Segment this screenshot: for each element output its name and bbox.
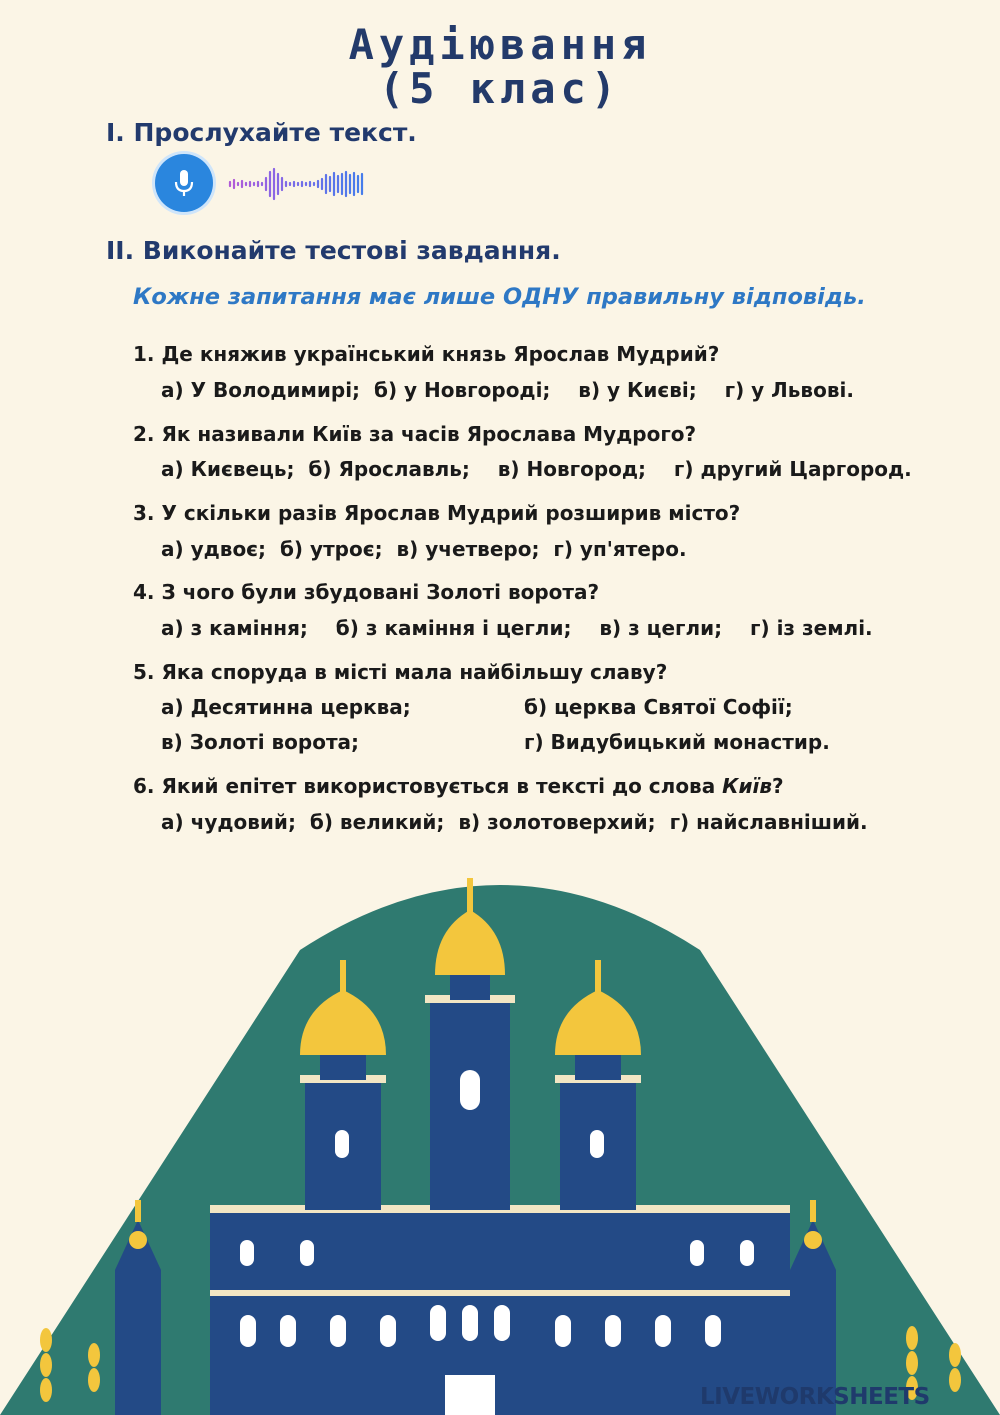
page-title: Аудіювання [348,20,652,69]
answer-5a[interactable]: а) Десятинна церква; [161,695,411,719]
question-2: 2. Як називали Київ за часів Ярослава Мудрого? [133,422,697,446]
question-6-word: Київ [722,774,773,798]
question-4: 4. З чого були збудовані Золоті ворота? [133,580,600,604]
audio-waveform[interactable] [228,166,368,202]
question-3: 3. У скільки разів Ярослав Мудрий розширив місто? [133,501,741,525]
question-5: 5. Яка споруда в місті мала найбільшу славу? [133,660,668,684]
answers-4[interactable]: а) з каміння; б) з каміння і цегли; в) з цегли; г) із землі. [161,616,873,640]
question-1: 1. Де княжив український князь Ярослав Мудрий? [133,342,720,366]
answers-2[interactable]: а) Києвець; б) Ярославль; в) Новгород; г) другий Царгород. [161,457,912,481]
answers-3[interactable]: а) удвоє; б) утроє; в) учетверо; г) уп'ятеро. [161,537,687,561]
question-6-end: ? [772,774,784,798]
question-6-text: 6. Який епітет використовується в тексті до слова [133,774,723,798]
section-listen-heading: I. Прослухайте текст. [106,118,417,147]
answers-1[interactable]: а) У Володимирі; б) у Новгороді; в) у Києві; г) у Львові. [161,378,854,402]
page-subtitle: (5 клас) [378,64,622,113]
section-test-heading: II. Виконайте тестові завдання. [106,236,561,265]
answers-6[interactable]: а) чудовий; б) великий; в) золотоверхий; г) найславніший. [161,810,868,834]
record-audio-button[interactable] [155,154,213,212]
answer-5d[interactable]: г) Видубицький монастир. [524,730,830,754]
answer-5b[interactable]: б) церква Святої Софії; [524,695,793,719]
answer-5c[interactable]: в) Золоті ворота; [161,730,360,754]
question-6 [133,774,784,798]
cathedral-illustration [0,860,1000,1415]
microphone-icon [155,154,213,212]
watermark-logo: LIVEWORKSHEETS [700,1384,930,1410]
instruction-note: Кожне запитання має лише ОДНУ правильну відповідь. [133,284,866,310]
